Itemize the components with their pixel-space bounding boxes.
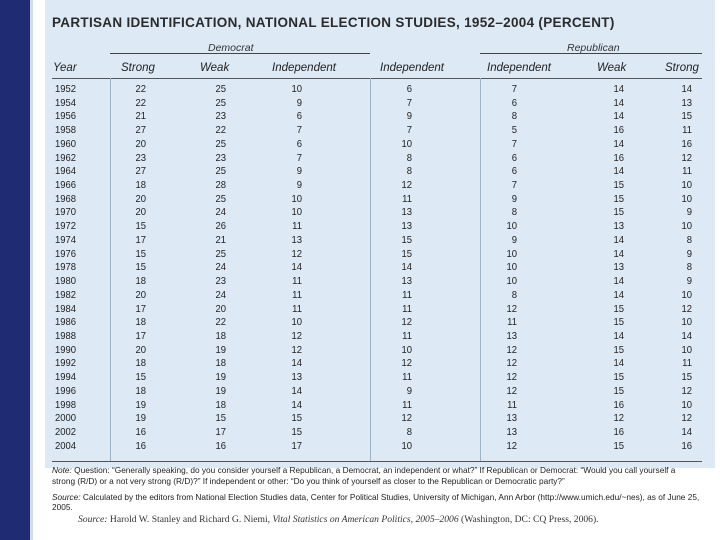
cell-weak-republican: 12: [613, 413, 624, 425]
table-row: [52, 345, 702, 356]
cell-weak-republican: 14: [613, 358, 624, 370]
cell-independent-democrat: 14: [291, 399, 302, 411]
cell-independent: 12: [401, 180, 412, 192]
cell-independent: 11: [402, 193, 412, 205]
cell-strong-republican: 10: [681, 317, 692, 329]
cell-independent-democrat: 11: [292, 303, 302, 315]
cell-year: 1954: [55, 97, 77, 109]
cell-weak-republican: 15: [613, 440, 624, 452]
cell-independent-republican: 7: [511, 180, 517, 192]
cell-year: 1966: [55, 180, 77, 192]
cell-year: 1972: [55, 221, 77, 233]
cell-weak-democrat: 26: [215, 221, 226, 233]
cell-year: 1956: [55, 111, 77, 123]
cell-year: 1952: [55, 84, 77, 95]
table-title: PARTISAN IDENTIFICATION, NATIONAL ELECTION STUDIES, 1952–2004 (PERCENT): [52, 15, 615, 30]
cell-independent: 8: [406, 427, 412, 438]
col-header-independent-republican: Independent: [487, 62, 551, 74]
cell-year: 1982: [55, 289, 77, 301]
cell-weak-republican: 14: [613, 234, 624, 246]
cell-weak-republican: 13: [613, 262, 624, 274]
cell-independent-democrat: 12: [291, 344, 302, 356]
cell-independent-democrat: 10: [291, 193, 302, 205]
cell-independent-republican: 6: [511, 97, 517, 109]
cell-independent: 11: [402, 330, 412, 342]
cell-independent: 14: [401, 262, 412, 274]
cell-weak-democrat: 18: [215, 330, 226, 342]
cell-weak-republican: 14: [613, 289, 624, 301]
col-header-weak-republican: Weak: [597, 62, 627, 74]
republican-group-rule: [480, 53, 702, 54]
slide-left-stripe: [30, 0, 33, 540]
cell-weak-republican: 14: [613, 97, 624, 109]
cell-independent-republican: 8: [511, 111, 517, 123]
cell-strong-democrat: 20: [135, 207, 146, 219]
cell-weak-democrat: 25: [215, 97, 226, 109]
cell-strong-republican: 9: [686, 248, 692, 260]
cell-year: 2004: [55, 440, 77, 452]
cell-strong-democrat: 27: [135, 125, 146, 137]
cell-weak-democrat: 16: [215, 440, 226, 452]
cell-weak-democrat: 21: [215, 234, 226, 246]
table-row: [52, 262, 702, 273]
cell-strong-democrat: 22: [135, 97, 146, 109]
cell-strong-republican: 10: [681, 399, 692, 411]
cell-year: 1968: [55, 193, 77, 205]
cell-independent-democrat: 11: [292, 289, 302, 301]
cell-weak-republican: 15: [613, 344, 624, 356]
cell-strong-democrat: 20: [135, 344, 146, 356]
cell-independent-democrat: 7: [296, 125, 302, 137]
cell-independent: 11: [402, 289, 412, 301]
cell-independent: 10: [401, 344, 412, 356]
cell-strong-democrat: 18: [135, 358, 146, 370]
cell-weak-democrat: 18: [215, 399, 226, 411]
cell-weak-democrat: 20: [215, 303, 226, 315]
note-paragraph: [52, 465, 700, 487]
cell-strong-republican: 14: [681, 330, 692, 342]
cell-weak-republican: 14: [613, 138, 624, 150]
slide-left-bar: [0, 0, 30, 540]
table-row: [52, 413, 702, 424]
cell-independent-republican: 12: [506, 344, 517, 356]
table-row: [52, 386, 702, 397]
cell-year: 1986: [55, 317, 77, 329]
cell-strong-republican: 9: [686, 207, 692, 219]
source-text: Calculated by the editors from National Election Studies data, Center for Political Studies, University of Michigan, Ann Arbor (http://www.umich.edu/~nes), as of June 25, 2005.: [52, 491, 700, 513]
cell-strong-republican: 10: [681, 344, 692, 356]
cell-independent: 12: [401, 413, 412, 425]
cell-independent: 15: [401, 248, 412, 260]
note-text: Question: “Generally speaking, do you consider yourself a Republican, a Democrat, an independent or what?” If Republican or Democrat: “Would you call yourself a strong (R/D) or a not very strong (R/D)?” If independent or other: “Do you think of yourself as closer to the Republican or Democratic party?”: [52, 465, 676, 486]
table-row: [52, 221, 702, 232]
cell-independent-republican: 7: [511, 138, 517, 150]
cell-year: 1988: [55, 330, 77, 342]
col-header-strong-republican: Strong: [665, 62, 699, 74]
cell-independent-democrat: 13: [291, 234, 302, 246]
cell-weak-republican: 16: [613, 152, 624, 164]
cell-independent-democrat: 13: [291, 372, 302, 384]
col-header-strong-democrat: Strong: [121, 62, 155, 74]
cell-year: 1990: [55, 344, 77, 356]
citation-authors: Harold W. Stanley and Richard G. Niemi,: [109, 514, 271, 525]
cell-year: 1964: [55, 166, 77, 178]
cell-strong-republican: 15: [681, 111, 692, 123]
cell-strong-republican: 15: [681, 372, 692, 384]
cell-weak-democrat: 23: [215, 276, 226, 288]
cell-weak-republican: 16: [613, 125, 624, 137]
cell-strong-democrat: 16: [135, 427, 146, 438]
cell-strong-republican: 11: [682, 125, 692, 137]
cell-independent-republican: 13: [506, 427, 517, 438]
citation-title: Vital Statistics on American Politics, 2005–2006: [272, 514, 459, 525]
cell-independent: 7: [406, 97, 412, 109]
group-republican: Republican: [567, 42, 620, 54]
cell-independent-democrat: 14: [291, 262, 302, 274]
table-row: [52, 441, 702, 452]
cell-year: 1992: [55, 358, 77, 370]
table-row: [52, 304, 702, 315]
cell-strong-republican: 14: [681, 84, 692, 95]
table-notes: [52, 465, 700, 518]
cell-strong-democrat: 27: [135, 166, 146, 178]
cell-strong-republican: 12: [681, 152, 692, 164]
cell-weak-republican: 15: [613, 317, 624, 329]
cell-strong-republican: 8: [686, 234, 692, 246]
cell-weak-republican: 15: [613, 372, 624, 384]
cell-independent: 11: [402, 372, 412, 384]
table-bottom-rule: [52, 461, 702, 462]
cell-weak-democrat: 18: [215, 358, 226, 370]
cell-independent-democrat: 10: [291, 317, 302, 329]
cell-weak-democrat: 19: [215, 385, 226, 397]
cell-independent-democrat: 6: [296, 138, 302, 150]
cell-year: 1970: [55, 207, 77, 219]
cell-strong-republican: 10: [681, 221, 692, 233]
cell-independent: 12: [401, 317, 412, 329]
cell-strong-democrat: 19: [135, 413, 146, 425]
cell-strong-democrat: 15: [135, 221, 146, 233]
cell-independent-democrat: 9: [296, 180, 302, 192]
democrat-group-rule: [110, 53, 370, 54]
cell-weak-democrat: 24: [215, 207, 226, 219]
cell-strong-democrat: 20: [135, 138, 146, 150]
cell-independent-republican: 6: [511, 152, 517, 164]
cell-independent-republican: 13: [506, 413, 517, 425]
cell-weak-democrat: 22: [215, 317, 226, 329]
cell-independent-republican: 12: [506, 385, 517, 397]
cell-strong-republican: 10: [681, 180, 692, 192]
cell-strong-republican: 12: [681, 413, 692, 425]
cell-independent-democrat: 12: [291, 248, 302, 260]
cell-weak-republican: 15: [613, 385, 624, 397]
cell-strong-republican: 10: [681, 193, 692, 205]
cell-independent: 10: [401, 440, 412, 452]
table-row: [52, 207, 702, 218]
citation-line: [78, 514, 599, 525]
cell-independent-democrat: 14: [291, 385, 302, 397]
cell-weak-republican: 15: [613, 193, 624, 205]
cell-weak-democrat: 25: [215, 138, 226, 150]
cell-strong-republican: 12: [681, 385, 692, 397]
cell-independent-democrat: 10: [291, 207, 302, 219]
cell-independent: 10: [401, 138, 412, 150]
cell-independent-republican: 9: [511, 234, 517, 246]
col-header-year: Year: [53, 62, 77, 74]
table-row: [52, 372, 702, 383]
table-row: [52, 139, 702, 150]
cell-strong-democrat: 18: [135, 317, 146, 329]
cell-independent-republican: 13: [506, 330, 517, 342]
cell-independent-democrat: 12: [291, 330, 302, 342]
cell-weak-republican: 13: [613, 221, 624, 233]
cell-year: 1958: [55, 125, 77, 137]
cell-independent-democrat: 7: [296, 152, 302, 164]
cell-independent-republican: 5: [511, 125, 517, 137]
cell-independent: 12: [401, 358, 412, 370]
cell-strong-republican: 16: [681, 440, 692, 452]
cell-weak-republican: 14: [613, 276, 624, 288]
cell-independent-democrat: 14: [291, 358, 302, 370]
cell-independent: 9: [406, 385, 412, 397]
table-row: [52, 235, 702, 246]
cell-weak-republican: 14: [613, 84, 624, 95]
cell-weak-democrat: 28: [215, 180, 226, 192]
cell-year: 1994: [55, 372, 77, 384]
cell-independent-republican: 9: [511, 193, 517, 205]
cell-year: 1978: [55, 262, 77, 274]
cell-independent-democrat: 15: [291, 413, 302, 425]
cell-weak-democrat: 15: [215, 413, 226, 425]
col-header-independent-democrat: Independent: [272, 62, 336, 74]
cell-weak-republican: 14: [613, 330, 624, 342]
cell-strong-democrat: 17: [135, 330, 146, 342]
cell-independent: 11: [402, 303, 412, 315]
cell-independent: 13: [401, 207, 412, 219]
cell-year: 2000: [55, 413, 77, 425]
cell-strong-republican: 16: [681, 138, 692, 150]
cell-weak-democrat: 17: [215, 427, 226, 438]
source-label: Source:: [52, 491, 81, 502]
cell-independent: 15: [401, 234, 412, 246]
cell-independent-republican: 10: [506, 276, 517, 288]
cell-weak-democrat: 19: [215, 344, 226, 356]
cell-year: 1996: [55, 385, 77, 397]
cell-weak-democrat: 24: [215, 289, 226, 301]
group-democrat: Democrat: [208, 42, 254, 54]
cell-strong-republican: 12: [681, 303, 692, 315]
cell-independent-republican: 11: [507, 317, 517, 329]
header-rule: [52, 78, 702, 79]
cell-strong-democrat: 21: [135, 111, 146, 123]
cell-strong-democrat: 18: [135, 276, 146, 288]
cell-strong-republican: 8: [686, 262, 692, 274]
cell-independent-democrat: 10: [291, 84, 302, 95]
table-row: [52, 276, 702, 287]
table-row: [52, 427, 702, 438]
cell-strong-democrat: 15: [135, 248, 146, 260]
table-row: [52, 125, 702, 136]
cell-strong-republican: 10: [681, 289, 692, 301]
cell-strong-democrat: 17: [135, 303, 146, 315]
cell-year: 1998: [55, 399, 77, 411]
cell-weak-democrat: 23: [215, 111, 226, 123]
cell-weak-republican: 14: [613, 166, 624, 178]
cell-strong-democrat: 20: [135, 193, 146, 205]
cell-independent-republican: 10: [506, 221, 517, 233]
cell-weak-democrat: 25: [215, 84, 226, 95]
cell-strong-republican: 9: [686, 276, 692, 288]
cell-independent: 8: [406, 152, 412, 164]
cell-strong-republican: 13: [681, 97, 692, 109]
cell-year: 1960: [55, 138, 77, 150]
table-row: [52, 180, 702, 191]
cell-weak-democrat: 25: [215, 248, 226, 260]
cell-year: 1974: [55, 234, 77, 246]
cell-independent: 11: [402, 399, 412, 411]
cell-independent-republican: 10: [506, 248, 517, 260]
table-row: [52, 331, 702, 342]
table-row: [52, 98, 702, 109]
cell-strong-democrat: 22: [135, 84, 146, 95]
cell-weak-democrat: 23: [215, 152, 226, 164]
cell-strong-republican: 14: [681, 427, 692, 438]
cell-weak-democrat: 25: [215, 166, 226, 178]
cell-year: 1976: [55, 248, 77, 260]
cell-year: 1984: [55, 303, 77, 315]
cell-strong-democrat: 23: [135, 152, 146, 164]
col-header-weak-democrat: Weak: [200, 62, 230, 74]
cell-independent-republican: 12: [506, 358, 517, 370]
source-paragraph: [52, 492, 700, 514]
citation-rest: (Washington, DC: CQ Press, 2006).: [461, 514, 599, 525]
note-label: Note:: [52, 465, 72, 475]
table-row: [52, 400, 702, 411]
cell-weak-democrat: 22: [215, 125, 226, 137]
cell-year: 2002: [55, 427, 77, 438]
cell-strong-democrat: 17: [135, 234, 146, 246]
col-header-independent: Independent: [380, 62, 444, 74]
cell-independent: 13: [401, 276, 412, 288]
cell-independent-republican: 6: [511, 166, 517, 178]
cell-independent: 8: [406, 166, 412, 178]
table-row: [52, 194, 702, 205]
cell-strong-democrat: 18: [135, 385, 146, 397]
table-row: [52, 166, 702, 177]
cell-independent-democrat: 15: [291, 427, 302, 438]
cell-independent-republican: 7: [511, 84, 517, 95]
cell-independent-democrat: 9: [296, 166, 302, 178]
cell-weak-republican: 16: [613, 399, 624, 411]
cell-independent-republican: 11: [507, 399, 517, 411]
cell-independent-republican: 8: [511, 207, 517, 219]
cell-weak-democrat: 19: [215, 372, 226, 384]
table-row: [52, 111, 702, 122]
cell-strong-democrat: 20: [135, 289, 146, 301]
table-row: [52, 290, 702, 301]
cell-strong-democrat: 16: [135, 440, 146, 452]
cell-weak-republican: 15: [613, 180, 624, 192]
cell-independent: 13: [401, 221, 412, 233]
cell-independent-republican: 12: [506, 440, 517, 452]
table-row: [52, 153, 702, 164]
citation-label: Source:: [78, 514, 108, 525]
cell-weak-democrat: 25: [215, 193, 226, 205]
cell-independent-republican: 8: [511, 289, 517, 301]
cell-strong-republican: 11: [682, 358, 692, 370]
cell-year: 1980: [55, 276, 77, 288]
cell-strong-democrat: 18: [135, 180, 146, 192]
cell-strong-democrat: 19: [135, 399, 146, 411]
cell-independent: 6: [406, 84, 412, 95]
cell-independent-democrat: 9: [296, 97, 302, 109]
cell-weak-democrat: 24: [215, 262, 226, 274]
cell-independent: 9: [406, 111, 412, 123]
cell-weak-republican: 15: [613, 207, 624, 219]
table-row: [52, 249, 702, 260]
table-row: [52, 317, 702, 328]
cell-independent-republican: 12: [506, 372, 517, 384]
table-row: [52, 358, 702, 369]
cell-year: 1962: [55, 152, 77, 164]
table-row: [52, 84, 702, 95]
cell-weak-republican: 16: [613, 427, 624, 438]
cell-independent: 7: [406, 125, 412, 137]
cell-strong-democrat: 15: [135, 262, 146, 274]
cell-independent-democrat: 17: [291, 440, 302, 452]
cell-weak-republican: 14: [613, 248, 624, 260]
cell-strong-republican: 11: [682, 166, 692, 178]
cell-independent-democrat: 11: [292, 221, 302, 233]
cell-independent-democrat: 6: [296, 111, 302, 123]
cell-independent-republican: 10: [506, 262, 517, 274]
cell-weak-republican: 14: [613, 111, 624, 123]
cell-independent-democrat: 11: [292, 276, 302, 288]
cell-strong-democrat: 15: [135, 372, 146, 384]
cell-weak-republican: 15: [613, 303, 624, 315]
cell-independent-republican: 12: [506, 303, 517, 315]
